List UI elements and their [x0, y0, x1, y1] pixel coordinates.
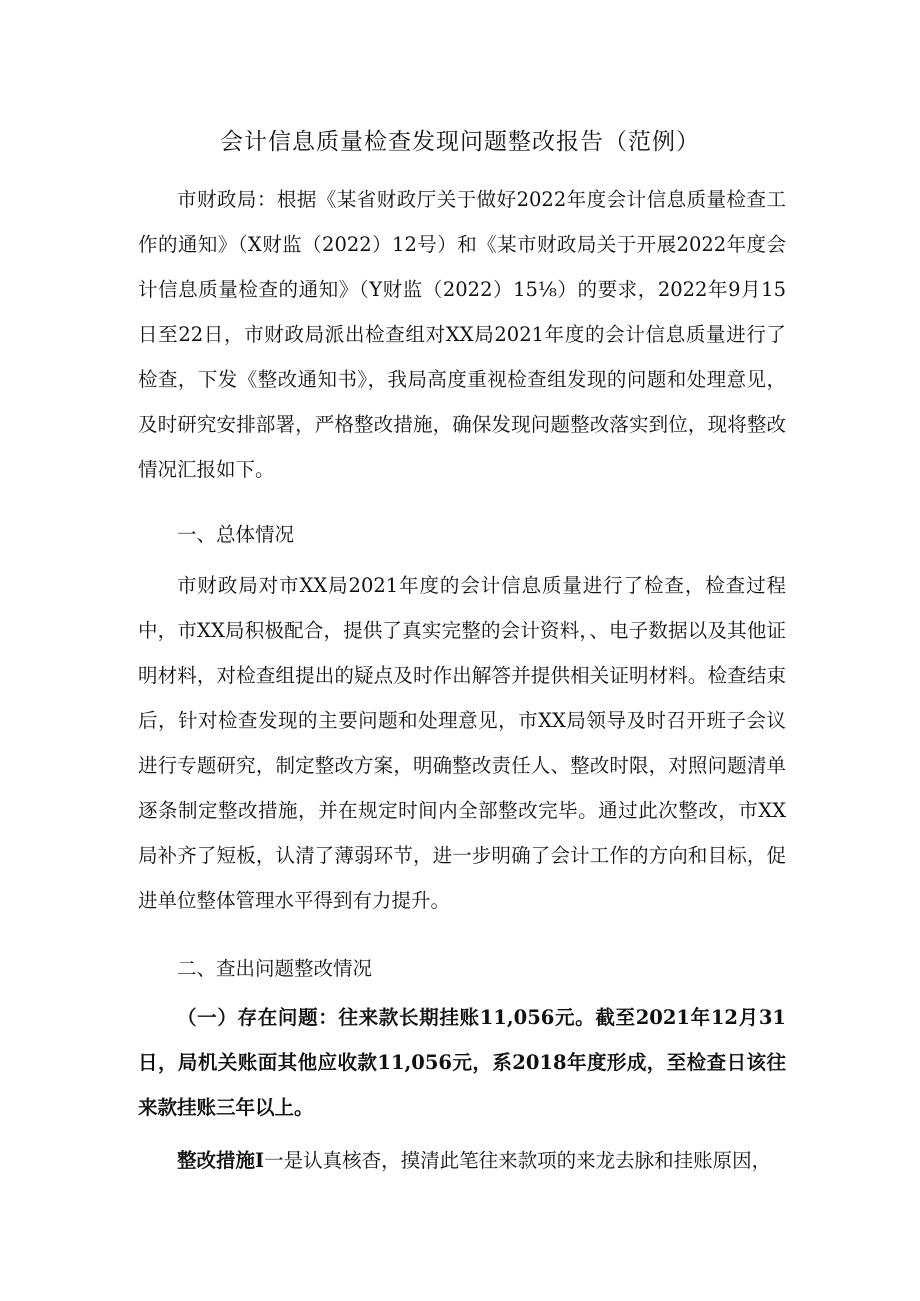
section-2-heading: 二、查出问题整改情况 — [177, 957, 373, 980]
measure-text: 一是认真核杳，摸清此笔往来款项的来龙去脉和挂账原因， — [264, 1149, 772, 1172]
measure-label: 整改措施I — [177, 1149, 265, 1172]
issue-1-paragraph: （一）存在问题：往来款长期挂账11,056元。截至2021年12月31日，局机关账面其他应收款11,056元，系2018年度形成，至检查日该往来款挂账三年以上。 — [138, 1006, 786, 1119]
issue-1-block — [138, 995, 786, 1130]
intro-section — [138, 177, 786, 492]
document-title: 会计信息质量检查发现问题整改报告（范例） — [220, 129, 700, 155]
section-1-body — [138, 563, 786, 923]
section-1-heading: 一、总体情况 — [177, 523, 295, 546]
intro-paragraph: 市财政局：根据《某省财政厅关于做好2022年度会计信息质量检查工作的通知》（X财监（2022）12号）和《某市财政局关于开展2022年度会计信息质量检查的通知》（Y财监（2022）15⅛）的要求，2022年9月15日至22日，市财政局派出检查组对XX局2021年度的会计信息质量进行了检查，下发《整改通知书》，我局高度重视检查组发现的问题和处理意见，及时研究安排部署，严格整改措施，确保发现问题整改落实到位，现将整改情况汇报如下。 — [138, 188, 786, 481]
section-1-paragraph: 市财政局对市XX局2021年度的会计信息质量进行了检查，检查过程中，市XX局积极配合，提供了真实完整的会计资料，、电子数据以及其他证明材料，对检查组提出的疑点及时作出解答并提供相关证明材料。检查结束后，针对检查发现的主要问题和处理意见，市XX局领导及时召开班子会议进行专题研究，制定整改方案，明确整改责任人、整改时限，对照问题清单逐条制定整改措施，并在规定时间内全部整改完毕。通过此次整改，市XX局补齐了短板，认清了薄弱环节，进一步明确了会计工作的方向和目标，促进单位整体管理水平得到有力提升。 — [138, 574, 786, 912]
section-2-heading-block — [138, 946, 786, 991]
measure-paragraph — [138, 1138, 786, 1183]
measure-block — [138, 1138, 786, 1183]
section-1-heading-block — [138, 512, 786, 557]
